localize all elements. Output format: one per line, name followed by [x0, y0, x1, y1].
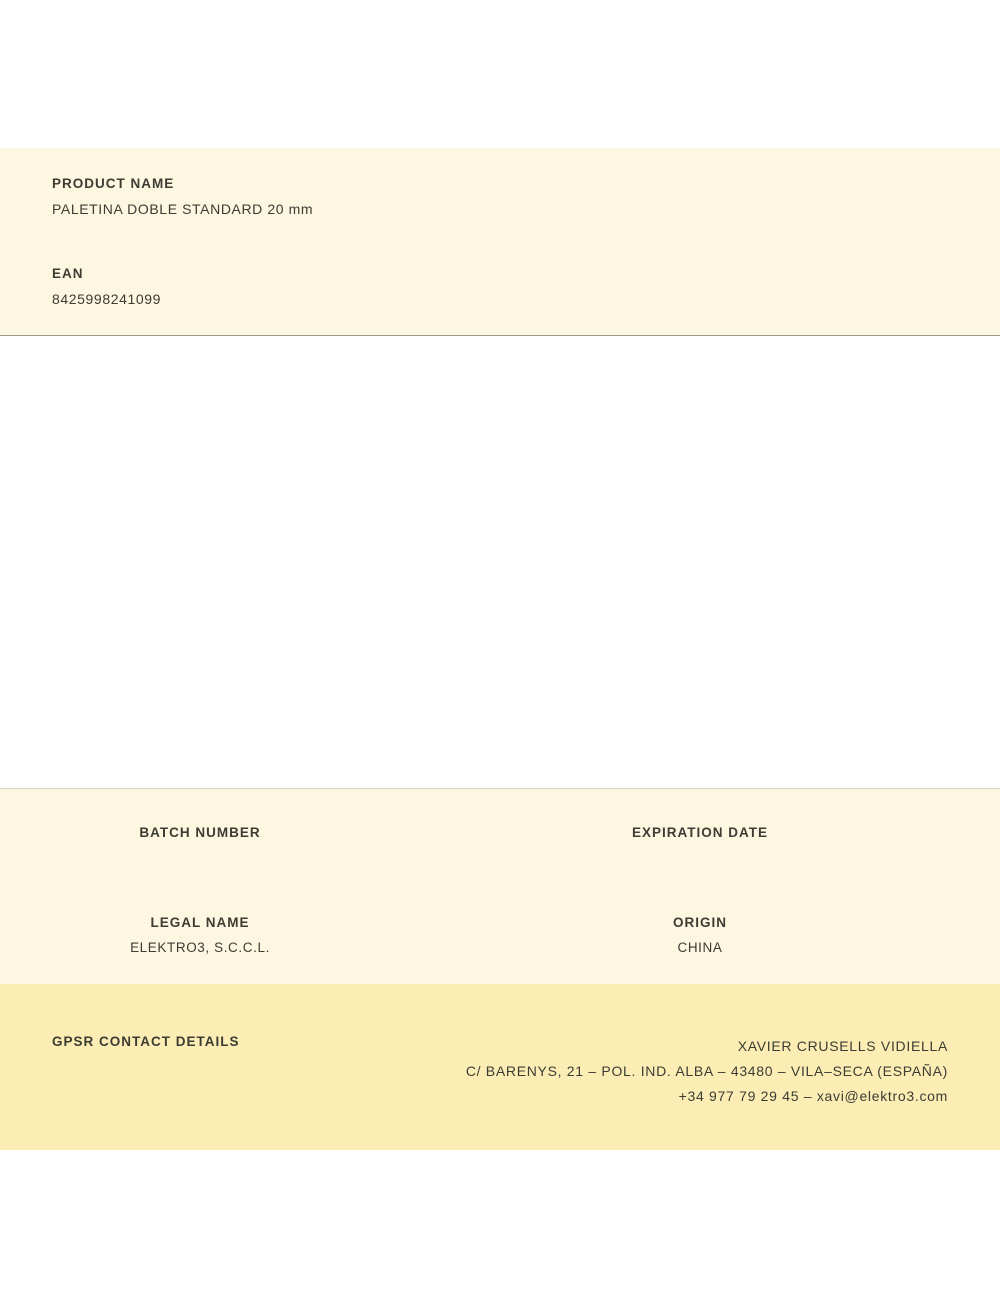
origin-label: ORIGIN: [672, 915, 727, 930]
ean-label: EAN: [52, 266, 84, 281]
origin-field: [500, 915, 1000, 956]
gpsr-contact-block: [0, 984, 1000, 1150]
ean-field: [52, 266, 161, 307]
gpsr-contact-address: C/ BARENYS, 21 – POL. IND. ALBA – 43480 – VILA–SECA (ESPAÑA): [465, 1063, 948, 1079]
gpsr-contact-phone-email: +34 977 79 29 45 – xavi@elektro3.com: [678, 1088, 948, 1104]
details-block: [0, 788, 1000, 984]
expiration-date-value: [500, 850, 900, 866]
product-info-block: [0, 148, 1000, 336]
details-row-batch-expiration: [0, 825, 1000, 866]
legal-name-value: ELEKTRO3, S.C.C.L.: [130, 940, 270, 955]
expiration-date-field: [500, 825, 1000, 866]
batch-number-label: BATCH NUMBER: [139, 825, 261, 840]
details-row-legal-origin: [0, 915, 1000, 956]
product-name-value: PALETINA DOBLE STANDARD 20 mm: [52, 201, 314, 217]
origin-value: CHINA: [677, 940, 723, 955]
ean-value: 8425998241099: [52, 291, 162, 307]
gpsr-contact-lines: [466, 1034, 948, 1109]
product-name-field: [52, 176, 313, 217]
batch-number-field: [0, 825, 500, 866]
blank-image-area: [0, 336, 1000, 788]
legal-name-label: LEGAL NAME: [150, 915, 250, 930]
gpsr-contact-name: XAVIER CRUSELLS VIDIELLA: [737, 1038, 948, 1054]
legal-name-field: [0, 915, 500, 956]
product-name-label: PRODUCT NAME: [52, 176, 175, 191]
gpsr-contact-label: GPSR CONTACT DETAILS: [52, 1034, 240, 1049]
batch-number-value: [0, 850, 400, 866]
expiration-date-label: EXPIRATION DATE: [631, 825, 768, 840]
